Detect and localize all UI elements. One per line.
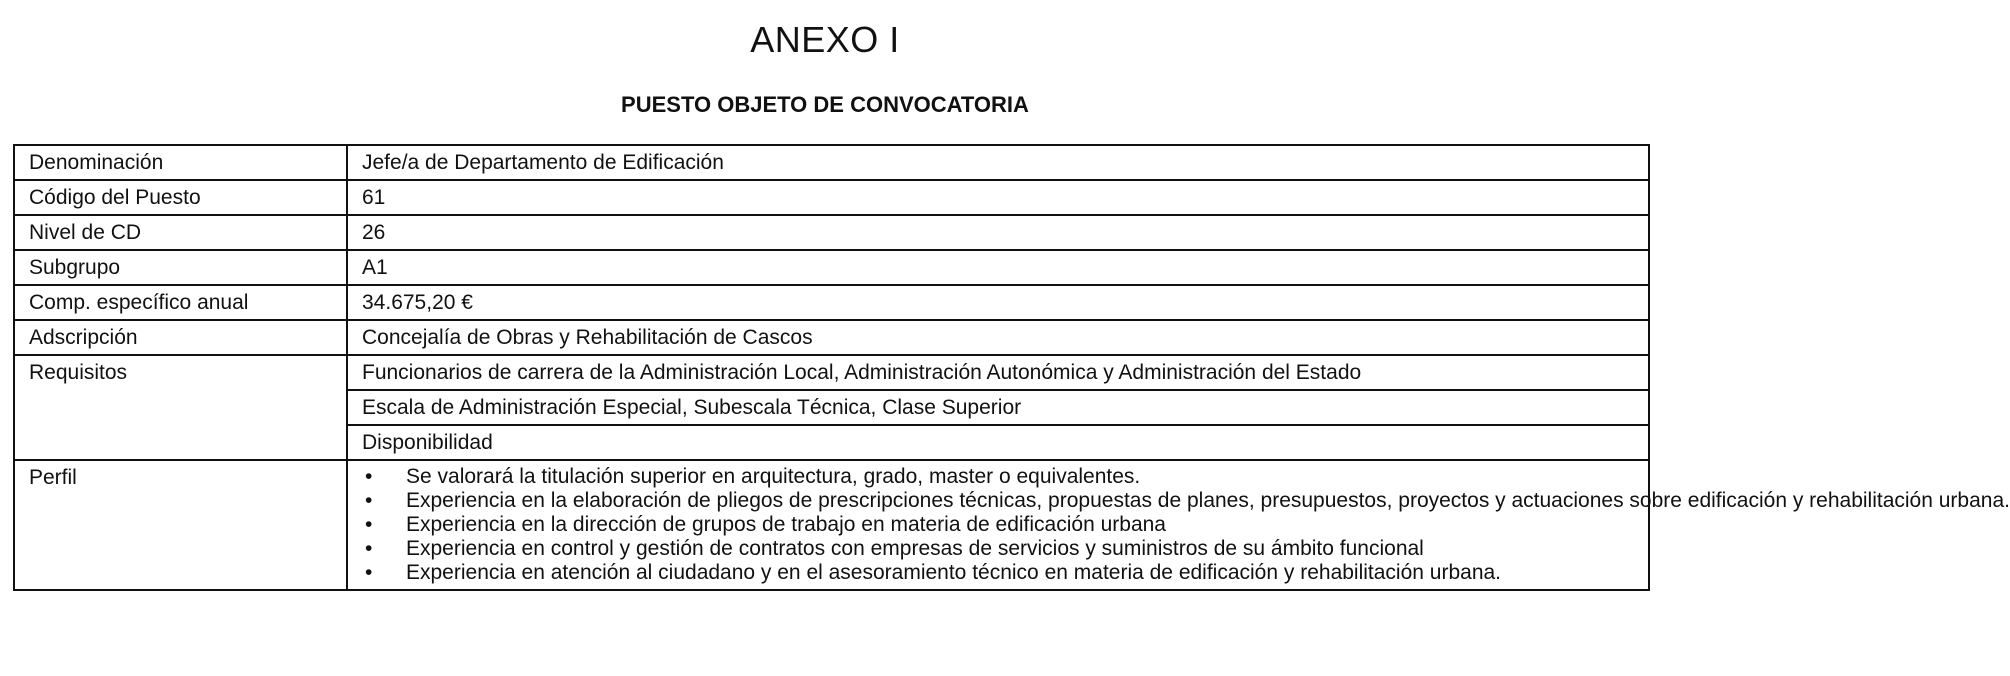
position-table <box>13 144 2010 591</box>
table-row <box>14 285 1649 320</box>
bullet-icon: • <box>365 561 373 584</box>
profile-item-text: Experiencia en la elaboración de pliegos de prescripciones técnicas, propuestas de planes, presupuestos, proyectos y actuaciones sobre edificación y rehabilitación urbana. <box>406 489 2010 512</box>
row-label-codigo: Código del Puesto <box>14 180 347 215</box>
document-subtitle: PUESTO OBJETO DE CONVOCATORIA <box>621 92 1029 117</box>
row-label-perfil: Perfil <box>14 460 347 590</box>
profile-item <box>362 537 1636 561</box>
row-label-subgrupo: Subgrupo <box>14 250 347 285</box>
row-value-codigo: 61 <box>347 180 1649 215</box>
profile-cell <box>347 460 2010 590</box>
profile-item <box>362 513 1636 537</box>
row-value-nivel: 26 <box>347 215 1649 250</box>
requirement-item: Escala de Administración Especial, Subescala Técnica, Clase Superior <box>347 390 1649 425</box>
profile-item-text: Experiencia en la dirección de grupos de trabajo en materia de edificación urbana <box>406 513 1166 536</box>
row-label-nivel: Nivel de CD <box>14 215 347 250</box>
table-row <box>14 145 1649 180</box>
document-title: ANEXO I <box>750 19 900 60</box>
row-value-subgrupo: A1 <box>347 250 1649 285</box>
table-row <box>14 250 1649 285</box>
table-row <box>14 320 1649 355</box>
profile-item-text: Experiencia en atención al ciudadano y en el asesoramiento técnico en materia de edificación y rehabilitación urbana. <box>406 561 1502 584</box>
row-label-denominacion: Denominación <box>14 145 347 180</box>
profile-item <box>362 489 2010 513</box>
bullet-icon: • <box>365 465 373 488</box>
profile-list <box>362 465 2010 585</box>
bullet-icon: • <box>365 489 373 512</box>
table-row <box>14 355 1649 390</box>
row-label-adscripcion: Adscripción <box>14 320 347 355</box>
row-value-denominacion: Jefe/a de Departamento de Edificación <box>347 145 1649 180</box>
profile-item-text: Se valorará la titulación superior en arquitectura, grado, master o equivalentes. <box>406 465 1141 488</box>
table-row <box>14 180 1649 215</box>
requirement-item: Funcionarios de carrera de la Administración Local, Administración Autonómica y Administración del Estado <box>347 355 1649 390</box>
profile-item <box>362 465 1636 489</box>
profile-item-text: Experiencia en control y gestión de contratos con empresas de servicios y suministros de su ámbito funcional <box>406 537 1424 560</box>
row-label-requisitos: Requisitos <box>14 355 347 460</box>
row-label-complemento: Comp. específico anual <box>14 285 347 320</box>
requirement-item: Disponibilidad <box>347 425 1649 460</box>
bullet-icon: • <box>365 537 373 560</box>
row-value-complemento: 34.675,20 € <box>347 285 1649 320</box>
bullet-icon: • <box>365 513 373 536</box>
profile-item <box>362 561 1636 585</box>
table-row <box>14 215 1649 250</box>
table-row <box>14 460 1649 590</box>
row-value-adscripcion: Concejalía de Obras y Rehabilitación de Cascos <box>347 320 1649 355</box>
